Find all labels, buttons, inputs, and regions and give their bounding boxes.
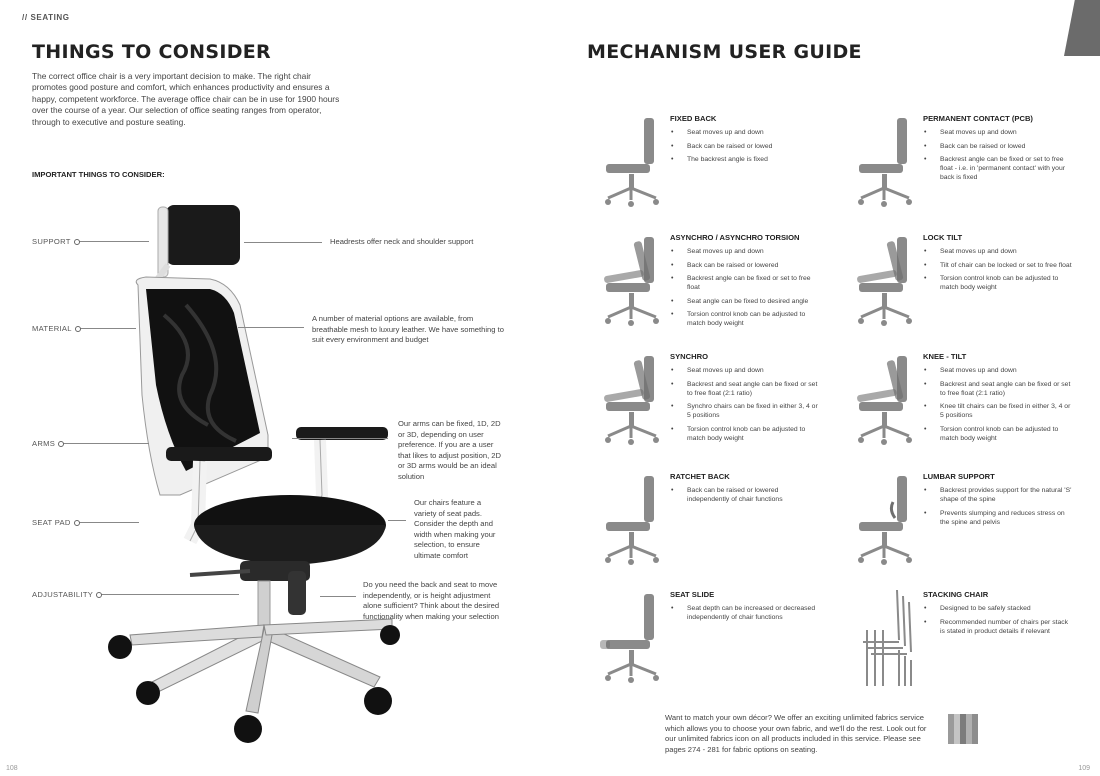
mechanism-stacking-chair (853, 590, 1083, 700)
mechanism-title: KNEE - TILT (923, 352, 967, 361)
important-things-subhead: IMPORTANT THINGS TO CONSIDER: (32, 170, 165, 179)
mechanism-bullets (923, 366, 1073, 447)
unlimited-fabrics-text: Want to match your own décor? We offer an exciting unlimited fabrics service which allows you to choose your own fabric, and we'll do the rest. Look out for our unlimited fabrics icon on all products included in this service. Please see pages 274 - 281 for fabric options on seating. (665, 713, 927, 754)
mechanism-bullets (923, 604, 1073, 640)
mechanism-bullet: • Seat moves up and down (670, 366, 820, 375)
mechanism-bullets (670, 128, 820, 169)
ratchet-back-chair-icon (600, 472, 664, 572)
mechanism-bullet: • Designed to be safely stacked (923, 604, 1073, 613)
mechanism-bullet: • The backrest angle is fixed (670, 155, 820, 164)
fixed-back-chair-icon (600, 114, 664, 214)
callout-seat-pad-text: Our chairs feature a variety of seat pads. Consider the depth and width when making your selection, to ensure ultimate comfort (414, 498, 496, 560)
seat-pad-note-line (388, 520, 406, 521)
adjustability-note-line (320, 596, 356, 597)
asynchro-chair-icon (600, 233, 664, 333)
mechanism-asynchro-asynchro-torsion (600, 233, 830, 343)
callout-arms-text: Our arms can be fixed, 1D, 2D or 3D, depending on user preference. If you are a user that likes to adjust position, 2D or 3D arms would be an ideal solution (398, 419, 501, 481)
section-tag: // SEATING (22, 13, 70, 22)
knee-tilt-chair-icon (853, 352, 917, 452)
mechanism-bullet: • Knee tilt chairs can be fixed in either 3, 4 or 5 positions (923, 402, 1073, 420)
mechanism-bullets (923, 486, 1073, 531)
mechanism-bullet: • Seat moves up and down (923, 128, 1073, 137)
callout-material-leader (78, 328, 136, 329)
callout-arms (32, 439, 149, 448)
mechanism-bullets (670, 366, 820, 447)
callout-arms-leader (61, 443, 149, 444)
mechanism-ratchet-back (600, 472, 830, 582)
mechanism-bullet: • Tilt of chair can be locked or set to free float (923, 261, 1073, 270)
mechanism-bullets (923, 247, 1073, 297)
callout-support-leader (77, 241, 149, 242)
callout-seat-pad-leader (77, 522, 139, 523)
callout-support (32, 237, 149, 246)
seat-slide-chair-icon (600, 590, 664, 690)
callout-material (32, 324, 136, 333)
mechanism-bullet: • Back can be raised or lowed (923, 142, 1073, 151)
callout-support-label: SUPPORT (32, 237, 71, 246)
lock-tilt-chair-icon (853, 233, 917, 333)
lumbar-support-chair-icon (853, 472, 917, 572)
mechanism-title: SYNCHRO (670, 352, 708, 361)
mechanism-bullets (670, 247, 820, 333)
mechanism-lumbar-support (853, 472, 1083, 582)
office-chair-image (90, 195, 400, 755)
mechanism-bullet: • Torsion control knob can be adjusted to match body weight (670, 425, 820, 443)
mechanism-seat-slide (600, 590, 830, 700)
mechanism-title: LOCK TILT (923, 233, 963, 242)
mechanism-bullet: • Back can be raised or lowered independently of chair functions (670, 486, 820, 504)
mechanism-bullet: • Seat moves up and down (670, 247, 820, 256)
mechanism-bullets (923, 128, 1073, 187)
mechanism-title: SEAT SLIDE (670, 590, 715, 599)
mechanism-knee-tilt (853, 352, 1083, 462)
corner-tab (1064, 0, 1100, 56)
mechanism-bullet: • Seat moves up and down (670, 128, 820, 137)
mechanism-bullet: • Seat angle can be fixed to desired angle (670, 297, 820, 306)
callout-seat-pad (32, 518, 139, 527)
mechanism-title: STACKING CHAIR (923, 590, 989, 599)
intro-paragraph: The correct office chair is a very important decision to make. The right chair promotes good posture and comfort, which enhances productivity and ensures a happy, competent workforce. The average office chair can be in use for 1900 hours over the course of a year. Our selection of office seating ranges from operator, through to executive and posture seating. (32, 71, 340, 127)
mechanism-title: PERMANENT CONTACT (PCB) (923, 114, 1033, 123)
mechanism-title: LUMBAR SUPPORT (923, 472, 995, 481)
mechanism-bullet: • Torsion control knob can be adjusted to match body weight (923, 274, 1073, 292)
material-note-line (238, 327, 304, 328)
support-note-line (244, 242, 322, 243)
mechanism-lock-tilt (853, 233, 1083, 343)
callout-adjustability-leader (99, 594, 239, 595)
mechanism-bullets (670, 486, 820, 509)
mechanism-bullet: • Synchro chairs can be fixed in either 3, 4 or 5 positions (670, 402, 820, 420)
mechanism-permanent-contact-pcb (853, 114, 1083, 224)
mechanism-bullet: • Back can be raised or lowed (670, 142, 820, 151)
mechanism-bullet: • Seat moves up and down (923, 366, 1073, 375)
mechanism-bullet: • Torsion control knob can be adjusted to match body weight (923, 425, 1073, 443)
mechanism-bullet: • Backrest angle can be fixed or set to free float - i.e. in 'permanent contact' with your back is fixed (923, 155, 1073, 182)
mechanism-bullet: • Backrest and seat angle can be fixed or set to free float (2:1 ratio) (670, 380, 820, 398)
page-number-left: 108 (6, 765, 18, 772)
mechanism-fixed-back (600, 114, 830, 224)
mechanism-bullet: • Seat depth can be increased or decreased independently of chair functions (670, 604, 820, 622)
right-page (550, 0, 1100, 776)
permanent-contact-chair-icon (853, 114, 917, 214)
mechanism-title: RATCHET BACK (670, 472, 730, 481)
mechanism-bullet: • Backrest angle can be fixed or set to free float (670, 274, 820, 292)
mechanism-title: FIXED BACK (670, 114, 717, 123)
callout-adjustability-text: Do you need the back and seat to move independently, or is height adjustment alone sufficient? Think about the desired functionality when making your selection (363, 580, 500, 621)
mechanism-bullet: • Recommended number of chairs per stack is stated in product details if relevant (923, 618, 1073, 636)
mechanism-bullet: • Prevents slumping and reduces stress on the spine and pelvis (923, 509, 1073, 527)
callout-arms-label: ARMS (32, 439, 56, 448)
mechanism-synchro (600, 352, 830, 462)
callout-adjustability-label: ADJUSTABILITY (32, 590, 94, 599)
unlimited-fabrics-icon (948, 714, 978, 744)
page-number-right: 109 (1078, 765, 1090, 772)
mechanism-bullets (670, 604, 820, 627)
mechanism-bullet: • Back can be raised or lowered (670, 261, 820, 270)
callout-support-text: Headrests offer neck and shoulder support (330, 237, 474, 246)
page-title-mechanism-user-guide: MECHANISM USER GUIDE (587, 41, 862, 63)
mechanism-bullet: • Backrest provides support for the natural 'S' shape of the spine (923, 486, 1073, 504)
callout-material-label: MATERIAL (32, 324, 72, 333)
arms-note-line (292, 438, 388, 439)
mechanism-bullet: • Backrest and seat angle can be fixed or set to free float (2:1 ratio) (923, 380, 1073, 398)
synchro-chair-icon (600, 352, 664, 452)
mechanism-title: ASYNCHRO / ASYNCHRO TORSION (670, 233, 800, 242)
callout-seat-pad-label: SEAT PAD (32, 518, 71, 527)
page-title-things-to-consider: THINGS TO CONSIDER (32, 41, 271, 63)
callout-adjustability (32, 590, 239, 599)
stacking-chair-icon (853, 590, 917, 690)
callout-material-text: A number of material options are available, from breathable mesh to luxury leather. We have something to suit every environment and budget (312, 314, 504, 345)
mechanism-bullet: • Torsion control knob can be adjusted to match body weight (670, 310, 820, 328)
mechanism-bullet: • Seat moves up and down (923, 247, 1073, 256)
